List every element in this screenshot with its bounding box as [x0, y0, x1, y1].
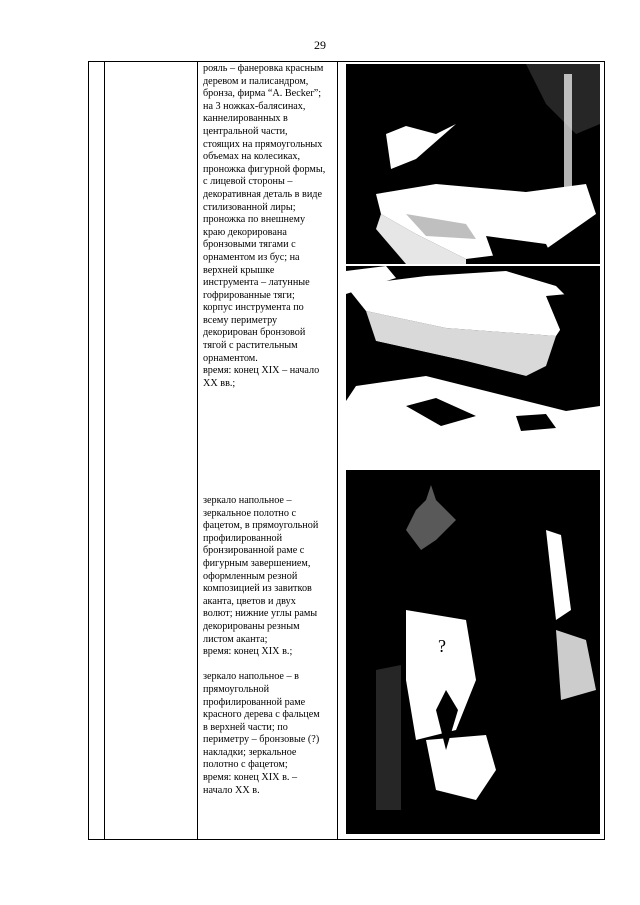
description-line: композицией из завитков: [203, 583, 312, 595]
description-line: стилизованной лиры;: [203, 201, 296, 213]
description-line: объемах на колесиках,: [203, 151, 301, 163]
description-line: фацетом, в прямоугольной: [203, 520, 319, 532]
description-line: декоративная деталь в виде: [203, 188, 322, 200]
description-line: краю декорирована: [203, 226, 287, 238]
description-line: декорированы резным: [203, 620, 300, 632]
description-line: всему периметру: [203, 314, 278, 326]
description-line: волют; нижние углы рамы: [203, 608, 318, 620]
description-line: проножка по внешнему: [203, 214, 306, 226]
description-line: XX вв.;: [203, 377, 236, 389]
description-line: бронзовыми тягами с: [203, 239, 296, 251]
column-divider-2: [197, 62, 198, 839]
description-line: оформленным резной: [203, 570, 298, 582]
description-line: каннелированных в: [203, 113, 288, 125]
description-line: центральной части,: [203, 125, 288, 137]
description-line: профилированной раме: [203, 696, 306, 708]
description-line: инструмента – латунные: [203, 277, 310, 289]
piano-description: [203, 63, 334, 390]
piano-photo-2: [346, 266, 600, 436]
description-line: аканта, цветов и двух: [203, 595, 296, 607]
svg-text:?: ?: [438, 636, 446, 656]
piano-photo-1: [346, 64, 600, 264]
description-line: с лицевой стороны –: [203, 176, 293, 188]
description-line: время: конец XIX в. –: [203, 772, 298, 784]
description-line: стоящих на прямоугольных: [203, 138, 323, 150]
description-line: декорирован бронзовой: [203, 327, 306, 339]
description-line: красного дерева с фальцем: [203, 709, 320, 721]
description-line: в верхней части; по: [203, 721, 288, 733]
description-line: периметру – бронзовые (?): [203, 734, 320, 746]
column-divider-1: [104, 62, 105, 839]
description-line: прямоугольной: [203, 683, 270, 695]
page-number: 29: [314, 38, 326, 52]
description-line: профилированной: [203, 532, 283, 544]
description-line: время: конец XIX в.;: [203, 646, 293, 658]
description-line: на 3 ножках-балясинах,: [203, 100, 306, 112]
description-line: бронза, фирма “A. Becker”;: [203, 88, 322, 100]
mirror-descriptions: [203, 495, 334, 797]
description-line: листом аканта;: [203, 633, 268, 645]
description-line: корпус инструмента по: [203, 302, 304, 314]
description-line: зеркальное полотно с: [203, 507, 297, 519]
description-line: деревом и палисандром,: [203, 75, 309, 87]
description-line: рояль – фанеровка красным: [203, 63, 324, 74]
description-line: накладки; зеркальное: [203, 746, 297, 758]
description-line: зеркало напольное – в: [203, 671, 299, 683]
description-line: начало XX в.: [203, 784, 260, 796]
description-line: полотно с фацетом;: [203, 759, 288, 771]
description-line: фигурным завершением,: [203, 557, 311, 569]
description-line: гофрированные тяги;: [203, 289, 295, 301]
description-line: орнаментом из бус; на: [203, 251, 300, 263]
description-line: тягой с растительным: [203, 340, 298, 352]
mirror-photo: [346, 470, 600, 834]
description-line: проножка фигурной формы,: [203, 163, 326, 175]
description-line: зеркало напольное –: [203, 495, 292, 506]
description-line: орнаментом.: [203, 352, 258, 364]
description-line: бронзированной раме с: [203, 545, 305, 557]
paragraph-gap: [203, 659, 334, 672]
description-line: верхней крышке: [203, 264, 275, 276]
description-line: время: конец XIX – начало: [203, 365, 320, 377]
column-divider-3: [337, 62, 338, 839]
